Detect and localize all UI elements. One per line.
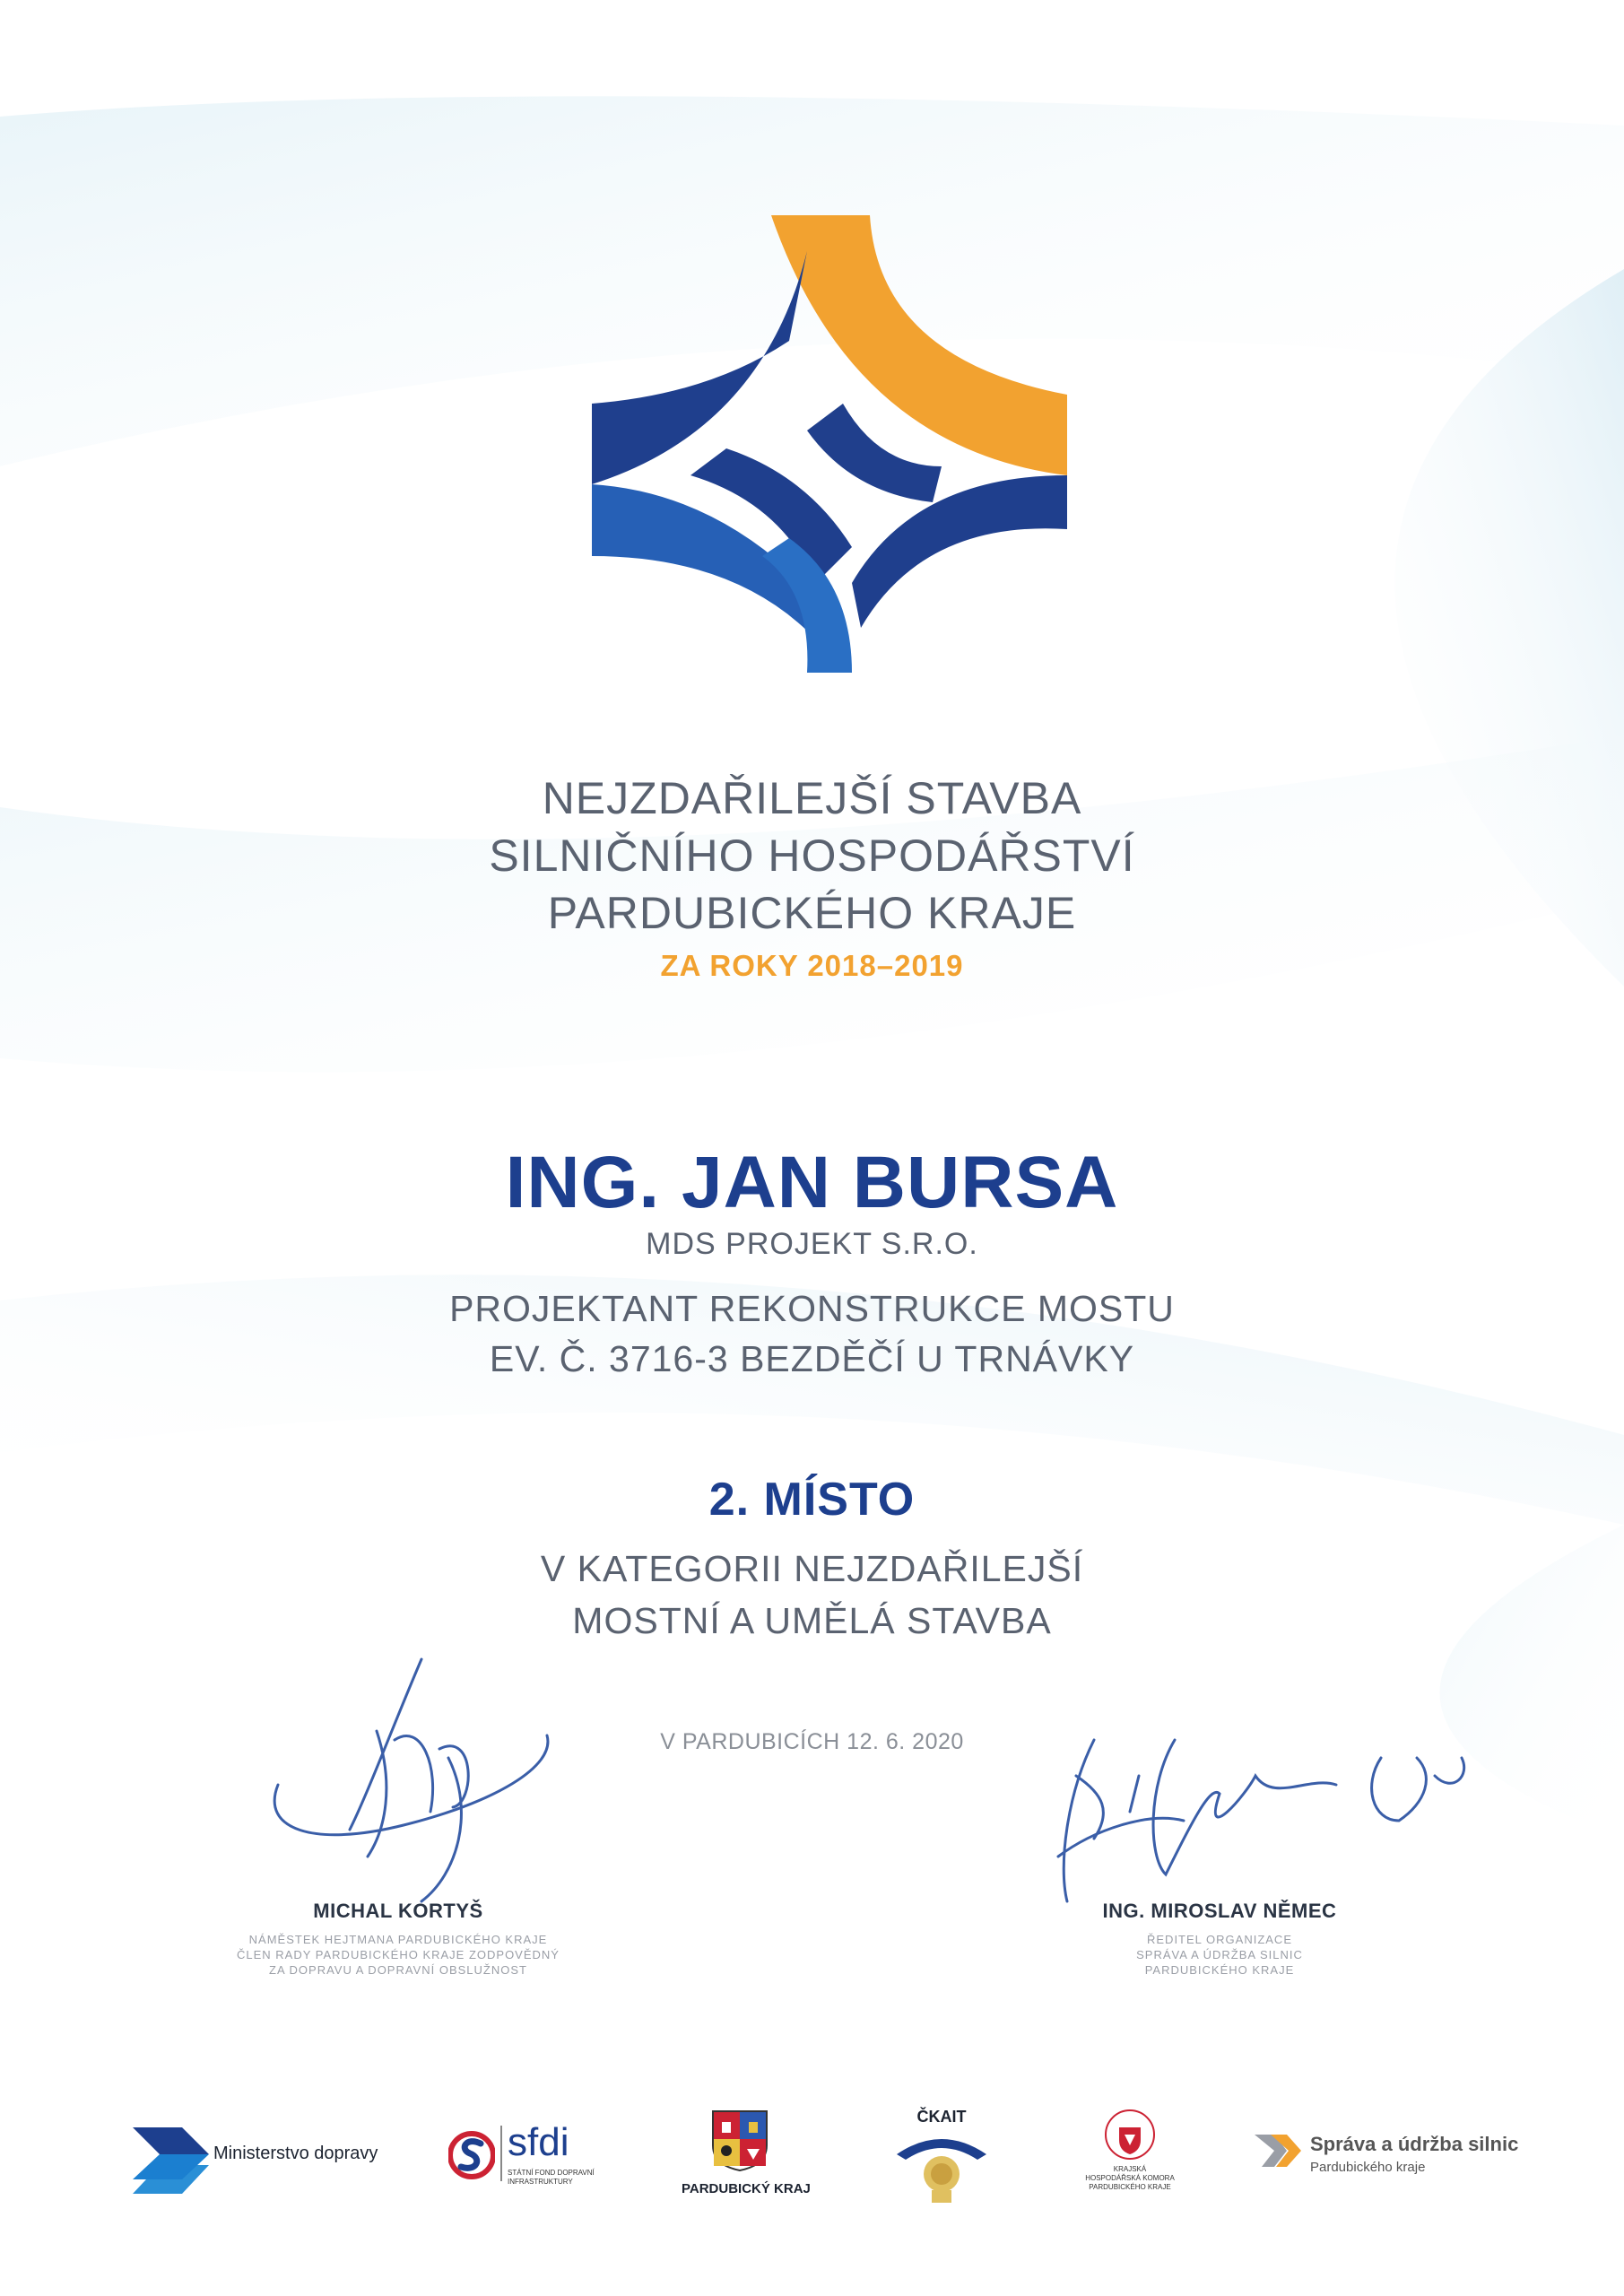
- award-years: ZA ROKY 2018–2019: [660, 949, 964, 982]
- sus-title: Správa a údržba silnic: [1310, 2133, 1519, 2155]
- ministry-text: Ministerstvo dopravy: [213, 2144, 378, 2163]
- signatory-1-role-line-1: NÁMĚSTEK HEJTMANA PARDUBICKÉHO KRAJE: [248, 1933, 548, 1946]
- signatory-2-role-line-2: SPRÁVA A ÚDRŽBA SILNIC: [1136, 1948, 1303, 1961]
- award-title-line-3: PARDUBICKÉHO KRAJE: [547, 888, 1077, 938]
- sus-sub: Pardubického kraje: [1310, 2160, 1426, 2175]
- sus-arrows-icon: [1251, 2127, 1307, 2174]
- result-place: 2. MÍSTO: [708, 1474, 916, 1526]
- sfdi-s-icon: [448, 2124, 495, 2187]
- recipient-name: ING. JAN BURSA: [505, 1142, 1119, 1223]
- date-place: V PARDUBICÍCH 12. 6. 2020: [660, 1729, 964, 1754]
- logo-pardubicky-kraj: [682, 2109, 811, 2208]
- sfdi-sub-line-1: STÁTNÍ FOND DOPRAVNÍ: [508, 2169, 595, 2177]
- chamber-emblem-icon: [1103, 2108, 1157, 2161]
- award-title-line-1: NEJZDAŘILEJŠÍ STAVBA: [542, 773, 1082, 823]
- recipient-company: MDS PROJEKT S.R.O.: [646, 1227, 978, 1261]
- hk-sub-line-1: KRAJSKÁ: [1113, 2165, 1147, 2173]
- signature-kortys: [260, 1650, 583, 1910]
- coat-of-arms-icon: [711, 2109, 769, 2172]
- recipient-role-line-1: PROJEKTANT REKONSTRUKCE MOSTU: [449, 1288, 1175, 1329]
- award-emblem-icon: [583, 206, 1067, 673]
- logo-krajska-hospodarska-komora: [1072, 2108, 1188, 2208]
- logo-ckait: [888, 2108, 995, 2208]
- signatory-1-role-line-3: ZA DOPRAVU A DOPRAVNÍ OBSLUŽNOST: [269, 1963, 527, 1977]
- signatory-1-role-line-2: ČLEN RADY PARDUBICKÉHO KRAJE ZODPOVĚDNÝ: [237, 1948, 560, 1961]
- result-category-line-1: V KATEGORII NEJZDAŘILEJŠÍ: [540, 1548, 1084, 1589]
- hk-sub-line-3: PARDUBICKÉHO KRAJE: [1089, 2183, 1171, 2191]
- ckait-emblem-icon: [892, 2129, 991, 2206]
- signature-nemec: [1040, 1722, 1507, 1919]
- recipient-role-line-2: EV. Č. 3716-3 BEZDĚČÍ U TRNÁVKY: [489, 1338, 1135, 1379]
- award-title-line-2: SILNIČNÍHO HOSPODÁŘSTVÍ: [489, 831, 1135, 881]
- ministry-arrow-icon: [133, 2126, 213, 2197]
- hk-sub-line-2: HOSPODÁŘSKÁ KOMORA: [1085, 2174, 1175, 2182]
- logo-ministerstvo-dopravy: [133, 2126, 393, 2197]
- sfdi-text: sfdi: [508, 2120, 569, 2164]
- logo-sfdi: [448, 2117, 628, 2197]
- kraj-text: PARDUBICKÝ KRAJ: [682, 2181, 811, 2196]
- sfdi-divider: [500, 2126, 502, 2181]
- signatory-2: [968, 1900, 1471, 1978]
- signatory-1: [147, 1900, 649, 1978]
- ckait-text: ČKAIT: [916, 2108, 967, 2126]
- logo-sprava-a-udrzba-silnic: [1251, 2127, 1538, 2199]
- result-category-line-2: MOSTNÍ A UMĚLÁ STAVBA: [572, 1600, 1052, 1641]
- signatory-2-name: ING. MIROSLAV NĚMEC: [1102, 1900, 1337, 1922]
- signatory-2-role-line-3: PARDUBICKÉHO KRAJE: [1144, 1963, 1295, 1977]
- signatory-1-name: MICHAL KORTYŠ: [313, 1900, 483, 1922]
- sfdi-sub-line-2: INFRASTRUKTURY: [508, 2178, 573, 2186]
- signatory-2-role-line-1: ŘEDITEL ORGANIZACE: [1147, 1933, 1292, 1946]
